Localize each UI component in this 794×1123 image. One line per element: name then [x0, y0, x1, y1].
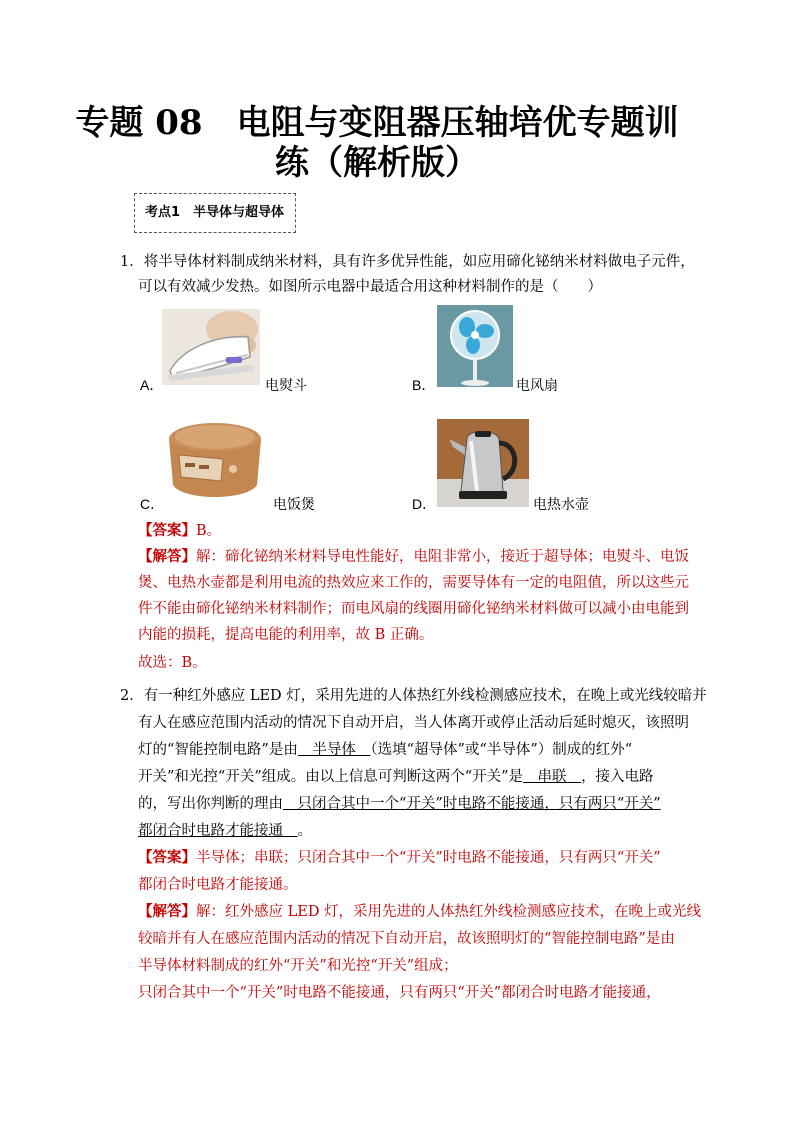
question-2-line4 — [138, 767, 654, 787]
question-text: 有一种红外感应 LED 灯，采用先进的人体热红外线检测感应技术，在晚上或光线较暗并 — [143, 688, 707, 704]
answer-text: B。 — [196, 523, 222, 539]
question-text: 开关”和光控“开关”组成。由以上信息可判断这两个“开关”是 — [138, 769, 524, 785]
question-2-line5 — [138, 794, 661, 814]
answer-tag: 【答案】 — [138, 522, 196, 539]
option-a-letter: A． — [140, 377, 164, 393]
question-text: 灯的“智能控制电路”是由 — [138, 742, 298, 758]
option-c-label: 电饭煲 — [273, 496, 315, 512]
q1-analysis-line1 — [138, 547, 689, 567]
option-c-letter: C． — [140, 496, 165, 512]
answer-tag: 【答案】 — [138, 849, 196, 866]
option-d-label: 电热水壶 — [533, 496, 589, 512]
question-2-line2: 有人在感应范围内活动的情况下自动开启，当人体离开或停止活动后延时熄灭，该照明 — [138, 715, 689, 731]
question-2-line1 — [120, 686, 707, 706]
question-number: 2． — [120, 688, 144, 704]
page-title: 专题 08 电阻与变阻器压轴培优专题训 — [75, 103, 679, 143]
answer-blank: 都闭合时电路才能接通 — [138, 823, 298, 839]
iron-image — [162, 309, 260, 385]
fan-icon — [437, 305, 513, 387]
q2-analysis-line3: 半导体材料制成的红外“开关”和光控“开关”组成； — [138, 958, 458, 974]
rice-cooker-icon — [163, 415, 267, 505]
kettle-icon — [437, 419, 529, 507]
question-number: 1． — [120, 254, 144, 270]
rice-cooker-image — [163, 415, 267, 505]
q2-analysis-line4: 只闭合其中一个“开关”时电路不能接通，只有两只“开关”都闭合时电路才能接通， — [138, 985, 661, 1001]
option-b-label: 电风扇 — [516, 377, 558, 393]
question-text: （选填“超导体”或“半导体”）制成的红外“ — [370, 742, 633, 758]
question-text: 的，写出你判断的理由 — [138, 796, 283, 812]
q2-answer-line2: 都闭合时电路才能接通。 — [138, 877, 298, 893]
q2-analysis-line2: 较暗并有人在感应范围内活动的情况下自动开启，故该照明灯的“智能控制电路”是由 — [138, 931, 675, 947]
option-d-letter: D． — [412, 496, 437, 512]
question-1-line1 — [120, 252, 695, 272]
answer-blank: 串联 — [523, 769, 582, 785]
answer-blank: 只闭合其中一个“开关”时电路不能接通，只有两只“开关” — [283, 796, 661, 812]
question-2-line3 — [138, 740, 632, 760]
analysis-text: 解：红外感应 LED 灯，采用先进的人体热红外线检测感应技术，在晚上或光线 — [196, 904, 702, 920]
option-b-letter: B． — [412, 377, 436, 393]
analysis-tag: 【解答】 — [138, 548, 196, 565]
question-text: 将半导体材料制成纳米材料，具有许多优异性能，如应用碲化铋纳米材料做电子元件， — [143, 254, 695, 270]
page-title-line2: 练（解析版） — [275, 143, 479, 183]
answer-text: 半导体；串联；只闭合其中一个“开关”时电路不能接通，只有两只“开关” — [196, 850, 661, 866]
q1-analysis-line2: 煲、电热水壶都是利用电流的热效应来工作的，需要导体有一定的电阻值，所以这些元 — [138, 575, 689, 591]
question-2-line6 — [138, 821, 312, 841]
topic-box: 考点1 半导体与超导体 — [134, 193, 296, 233]
q2-answer-line1 — [138, 848, 661, 868]
q1-analysis-line4: 内能的损耗，提高电能的利用率，故 B 正确。 — [138, 627, 434, 643]
fan-image — [437, 305, 513, 387]
question-text: ，接入电路 — [581, 769, 654, 785]
q1-choose: 故选：B。 — [138, 655, 207, 671]
q2-analysis-line1 — [138, 902, 701, 922]
q1-analysis-line3: 件不能由碲化铋纳米材料制作；而电风扇的线圈用碲化铋纳米材料做可以减小由电能到 — [138, 601, 689, 617]
analysis-tag: 【解答】 — [138, 903, 196, 920]
analysis-text: 解：碲化铋纳米材料导电性能好，电阻非常小，接近于超导体；电熨斗、电饭 — [196, 549, 689, 565]
option-a-label: 电熨斗 — [265, 377, 307, 393]
kettle-image — [437, 419, 529, 507]
answer-blank: 半导体 — [297, 742, 371, 758]
question-text: 。 — [297, 823, 312, 839]
iron-icon — [162, 309, 260, 385]
q1-answer — [138, 521, 221, 541]
question-1-line2: 可以有效减少发热。如图所示电器中最适合用这种材料制作的是（ ） — [138, 279, 602, 295]
